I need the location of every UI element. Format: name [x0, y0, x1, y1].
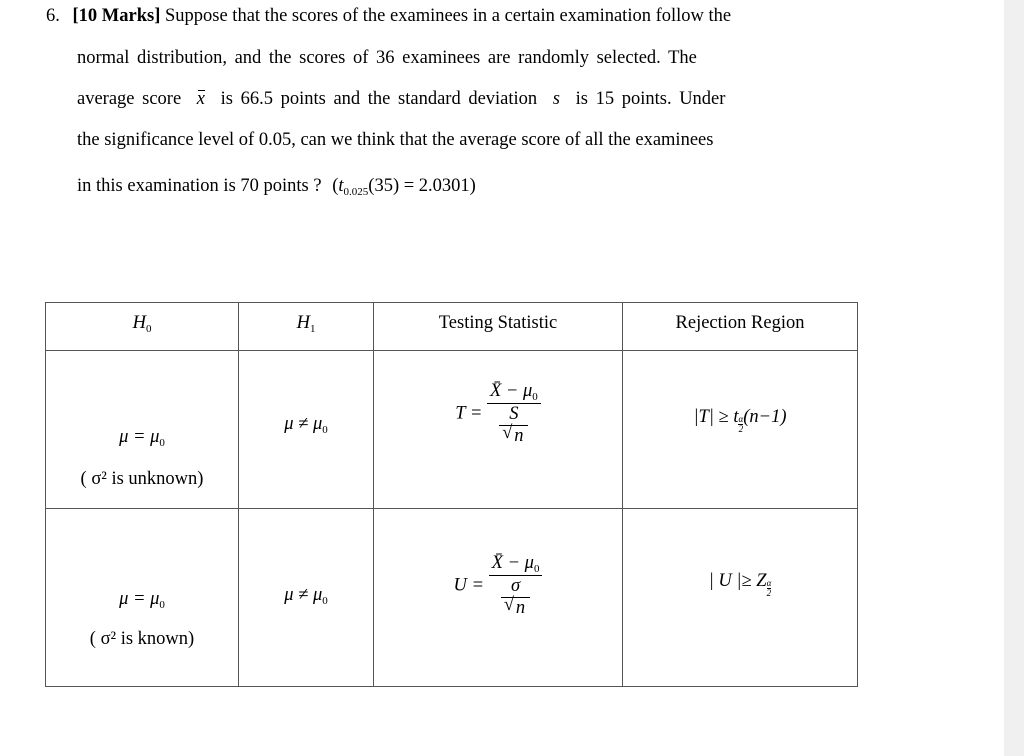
- line5-part-a: in this examination is 70 points ?: [77, 176, 322, 196]
- problem-line-4: the significance level of 0.05, can we think that the average score of all the examinees: [77, 130, 714, 150]
- row2-h1: $\mu \ne \mu_0$: [239, 509, 374, 687]
- row1-h0-note: ( σ² is unknown): [80, 469, 204, 489]
- problem-line-3: [77, 89, 725, 110]
- line3-part-c: is 15 points. Under: [575, 89, 726, 109]
- row1-region: |T| ≥ t $\frac{\alpha}{2}$ (n−1): [623, 351, 858, 509]
- problem-number: 6.: [46, 6, 60, 26]
- table-row: [46, 509, 858, 687]
- row1-h0: $\mu = \mu_0$ ( σ² is unknown): [46, 351, 239, 509]
- row2-statistic: [374, 509, 623, 687]
- marks-label: [10 Marks]: [72, 6, 161, 26]
- problem-line-5: in this examination is 70 points ? $(t_{0.025}(35) = 2.0301)$: [77, 176, 476, 198]
- row2-h0: $\mu = \mu_0$ ( σ² is known): [46, 509, 239, 687]
- line5-part-b: (35) = 2.0301): [368, 176, 476, 196]
- line3-part-b: is 66.5 points and the standard deviation: [220, 89, 538, 109]
- row1-h1: $\mu \ne \mu_0$: [239, 351, 374, 509]
- row2-h0-note: ( σ² is known): [89, 629, 195, 649]
- header-h0: $H_0$: [46, 303, 239, 351]
- u-statistic-formula: U = X̄ − $\mu_0$ σ √ n: [374, 553, 622, 619]
- t-statistic-formula: T = X̄ − $\mu_0$ S √ n: [374, 381, 622, 447]
- hypothesis-table: [45, 302, 858, 687]
- table-row: [46, 351, 858, 509]
- scrollbar-strip: [1004, 0, 1024, 756]
- header-h1: $H_1$: [239, 303, 374, 351]
- line1-text: Suppose that the scores of the examinees in a certain examination follow the: [164, 6, 732, 26]
- row1-statistic: [374, 351, 623, 509]
- problem-line-1: [46, 6, 731, 27]
- t-symbol: t: [338, 176, 344, 196]
- sample-mean-symbol: x: [196, 89, 206, 109]
- row2-region: | U |≥ Z $\frac{\alpha}{2}$: [623, 509, 858, 687]
- header-rejection-region: Rejection Region: [623, 303, 858, 351]
- problem-line-2: normal distribution, and the scores of 36 examinees are randomly selected. The: [77, 48, 697, 68]
- t-subscript: 0.025: [343, 186, 369, 198]
- table-header-row: [46, 303, 858, 351]
- line3-part-a: average score: [77, 89, 182, 109]
- std-dev-symbol: s: [552, 89, 560, 109]
- header-testing-statistic: Testing Statistic: [374, 303, 623, 351]
